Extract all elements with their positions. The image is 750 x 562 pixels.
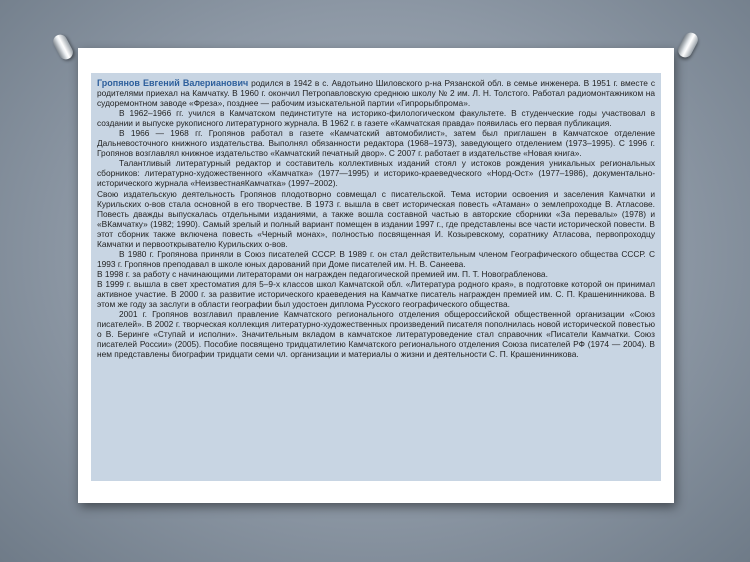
pushpin-right-icon	[676, 30, 701, 60]
biography-text-panel	[91, 73, 661, 481]
paragraph-education: В 1962–1966 гг. учился в Камчатском пединституте на историко-филологическом факультете. В студенческие годы участвовал в создании и выпуске рукописного литературного журнала. В 1962 г. в газете «Камчатская правда» появилась его первая публикация.	[97, 108, 655, 129]
pushpin-left-icon	[51, 32, 76, 62]
paragraph-award-1998: В 1998 г. за работу с начинающими литераторами он награжден педагогической премией им. П. Т. Новограбленова.	[97, 268, 548, 279]
paragraph-editor: Талантливый литературный редактор и составитель коллективных изданий стоял у истоков рождения уникальных региональных сборников: литературно-художественного «Камчатка» (1977—1995) и историко-краеведческого «Норд-Ост» (1977–1986), документально-исторического журнала «НеизвестнаяКамчатка» (1997–2002).	[97, 158, 655, 189]
paragraph-writing: Свою издательскую деятельность Гропянов плодотворно совмещал с писательской. Тема истории освоения и заселения Камчатки и Курильских о-вов стала основной в его творчестве. В 1973 г. вышла в свет историческая повесть «Атаман» о землепроходце В. Атласове. Повесть дважды выпускалась отдельными изданиями, а также вошла составной частью в авторские сборники «За перевалы» (1978) и «ВКамчатку» (1982; 1990). Самый зрелый и полный вариант помещен в издании 1997 г., где представлены все части исторической повести. В этот сборник также включена повесть «Черный монах», полностью посвященная И. Козыревскому, соратнику Атласова, первопроходцу Камчатки и первооткрывателю Курильских о-вов.	[97, 188, 655, 249]
paragraph-intro-text: родился в 1942 в с. Авдотьино Шиловского р-на Рязанской обл. в семье инженера. В 1951 г. вместе с родителями приехал на Камчатку. В 1960 г. окончил Петропавловскую среднюю школу № 2 им. Л. Н. Толстого. Работал радиомонтажником на судоремонтном заводе «Фреза», позднее — рабочим изыскательной партии «Гипрорыбпрома».	[97, 78, 655, 109]
paragraph-union-membership: В 1980 г. Гропянова приняли в Союз писателей СССР. В 1989 г. он стал действительным членом Географического общества СССР. С 1993 г. Гропянов преподавал в школе юных дарований при Доме писателей им. Н. В. Санеева.	[97, 248, 655, 269]
paragraph-intro	[97, 78, 655, 108]
paragraph-2001: 2001 г. Гропянов возглавил правление Камчатского регионального отделения общероссийской общественной организации «Союз писателей». В 2002 г. творческая коллекция литературно-художественных произведений писателя пополнилась новой исторической повестью о В. Беринге «Ступай и исполни». Значительным вкладом в камчатское литературоведение стал справочник «Писатели Камчатки. Союз писателей России» (2005). Пособие посвящено тридцатилетию Камчатского регионального отделения Союза писателей РФ (1974 — 2004). В нем представлены биографии тридцати семи чл. организации и материалы о жизни и деятельности С. П. Крашенинникова.	[97, 309, 655, 360]
paragraph-anthology-1999: В 1999 г. вышла в свет хрестоматия для 5–9-х классов школ Камчатской обл. «Литература родного края», в подготовке которой он принимал активное участие. В 2000 г. за развитие исторического краеведения на Камчатке писатель награжден премией им. С. П. Крашенинникова. В этом же году за заслуги в области географии был удостоен диплома Русского географического общества.	[97, 278, 655, 310]
paragraph-publishing-career: В 1966 — 1968 гг. Гропянов работал в газете «Камчатский автомобилист», затем был приглашен в Камчатское отделение Дальневосточного книжного издательства. Выполнял обязанности редактора (1968–1973), заведующего отделением (1973–1995). С 1996 г. Гропянов возглавлял книжное издательство «Камчатский печатный двор». С 2007 г. работает в издательстве «Новая книга».	[97, 128, 655, 159]
author-name: Гропянов Евгений Валерианович	[97, 78, 249, 88]
